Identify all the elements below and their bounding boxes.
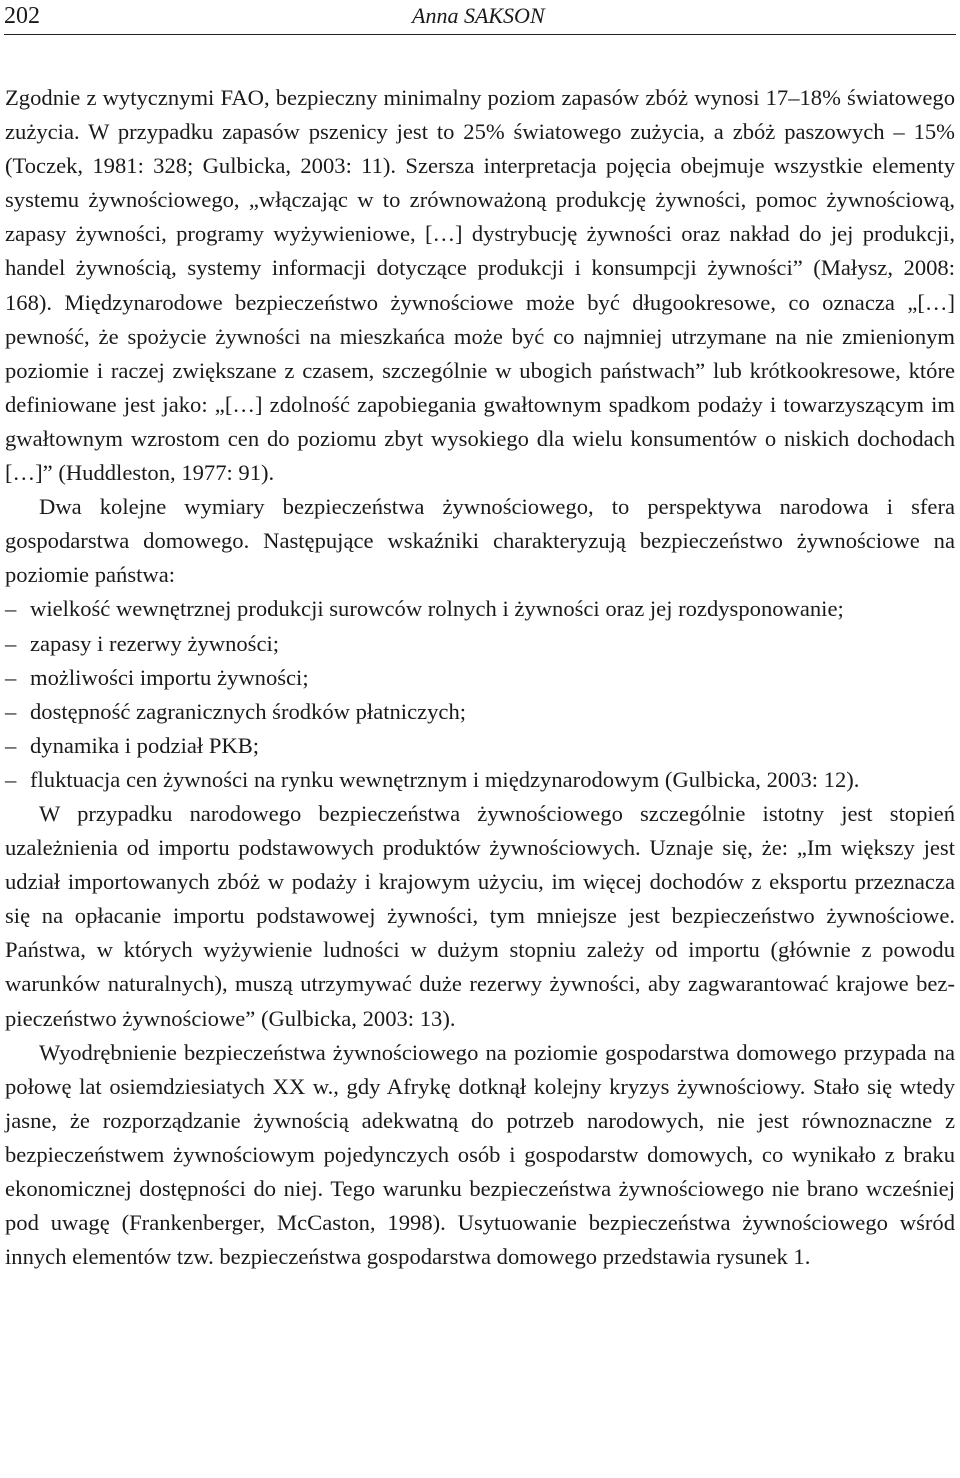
list-item [5, 763, 955, 797]
dash-marker: – [5, 732, 17, 758]
list-item-text: dostępność zagranicznych środków płatniczych; [30, 698, 467, 724]
list-item [5, 661, 955, 695]
list-item-text: wielkość wewnętrznej produkcji surowców rolnych i żywności oraz jej rozdysponowanie; [30, 596, 844, 622]
page-header [4, 0, 956, 35]
dash-marker: – [5, 596, 17, 622]
page-number: 202 [4, 3, 40, 29]
list-item-text: zapasy i rezerwy żywności; [30, 630, 280, 656]
running-head-author: Anna SAKSON [412, 3, 545, 28]
paragraph-import-dependence: W przypadku narodowego bezpieczeństwa żywnościowego szczególnie istotny jest stopień uzależnienia od importu podstawowych produktów żywnościowych. Uznaje się, że: „Im większy jest udział importowanych zbóż w podaży i krajowym użyciu, im więcej dochodów z eksportu przeznacza się na opłacanie importu podstawowej żywności, tym mniejsze jest bezpieczeństwo żywnościowe. Państwa, w których wyżywienie ludności w dużym stopniu zależy od importu (głównie z powodu warunków naturalnych), muszą utrzymywać duże rezerwy żywności, aby zagwarantować krajowe bezpieczeństwo żywnościowe” (Gulbicka, 2003: 13). [5, 800, 955, 1031]
list-item [5, 729, 955, 763]
body-text [5, 81, 955, 1274]
dash-marker: – [5, 664, 17, 690]
dash-marker: – [5, 766, 17, 792]
paragraph-fao-definition: Zgodnie z wytycznymi FAO, bezpieczny minimalny poziom zapasów zbóż wynosi 17–18% światowego zużycia. W przypadku zapasów pszenicy jest to 25% światowego zużycia, a zbóż paszowych – 15% (Toczek, 1981: 328; Gulbicka, 2003: 11). Szersza interpretacja pojęcia obejmuje wszystkie elementy systemu żywnościowego, „włączając w to zrównoważoną produkcję żywności, pomoc żywnościową, zapasy żywności, programy wyżywieniowe, […] dystrybucję żywności oraz nakład do jej produkcji, handel żywnością, systemy informacji dotyczące produkcji i konsumpcji żywności” (Małysz, 2008: 168). Międzynarodowe bezpieczeństwo żywnościowe może być długookresowe, co oznacza „[…] pewność, że spożycie żywności na mieszkańca może być co najmniej utrzymane na nie zmienionym poziomie i raczej zwiększane z czasem, szczególnie w ubogich państwach” lub krótkookresowe, które definiowane jest jako: „[…] zdolność zapobiegania gwałtownym spadkom podaży i towarzyszącym im gwałtownym wzrostom cen do poziomu zbyt wysokiego dla wielu konsumentów o niskich dochodach […]” (Huddleston, 1977: 91). [5, 85, 955, 486]
list-item-text: możliwości importu żywności; [30, 664, 309, 690]
list-item [5, 695, 955, 729]
indicator-list [5, 592, 955, 797]
paragraph-national-dimension: Dwa kolejne wymiary bezpieczeństwa żywnościowego, to perspektywa narodowa i sfera gospodarstwa domowego. Następujące wskaźniki charakteryzują bezpieczeństwo żywnościowe na poziomie państwa: [5, 494, 955, 588]
list-item-text: fluktuacja cen żywności na rynku wewnętrznym i międzynarodowym (Gulbicka, 2003: 12). [30, 766, 860, 792]
dash-marker: – [5, 698, 17, 724]
list-item-text: dynamika i podział PKB; [30, 732, 260, 758]
list-item [5, 592, 955, 626]
paragraph-household-dimension: Wyodrębnienie bezpieczeństwa żywnościowego na poziomie gospodarstwa domowego przypada na połowę lat osiemdziesiatych XX w., gdy Afrykę dotknął kolejny kryzys żywnościowy. Stało się wtedy jasne, że rozporządzanie żywnością adekwatną do potrzeb narodowych, nie jest równoznaczne z bezpieczeństwem żywnościowym pojedynczych osób i gospodarstw domowych, co wynikało z braku ekonomicznej dostępności do niej. Tego warunku bezpieczeństwa żywnościowego nie brano wcześniej pod uwagę (Frankenberger, McCaston, 1998). Usytuowanie bezpieczeństwa żywnościowego wśród innych elementów tzw. bezpieczeństwa gospodarstwa domowego przedstawia rysunek 1. [5, 1039, 955, 1270]
dash-marker: – [5, 630, 17, 656]
list-item [5, 627, 955, 661]
